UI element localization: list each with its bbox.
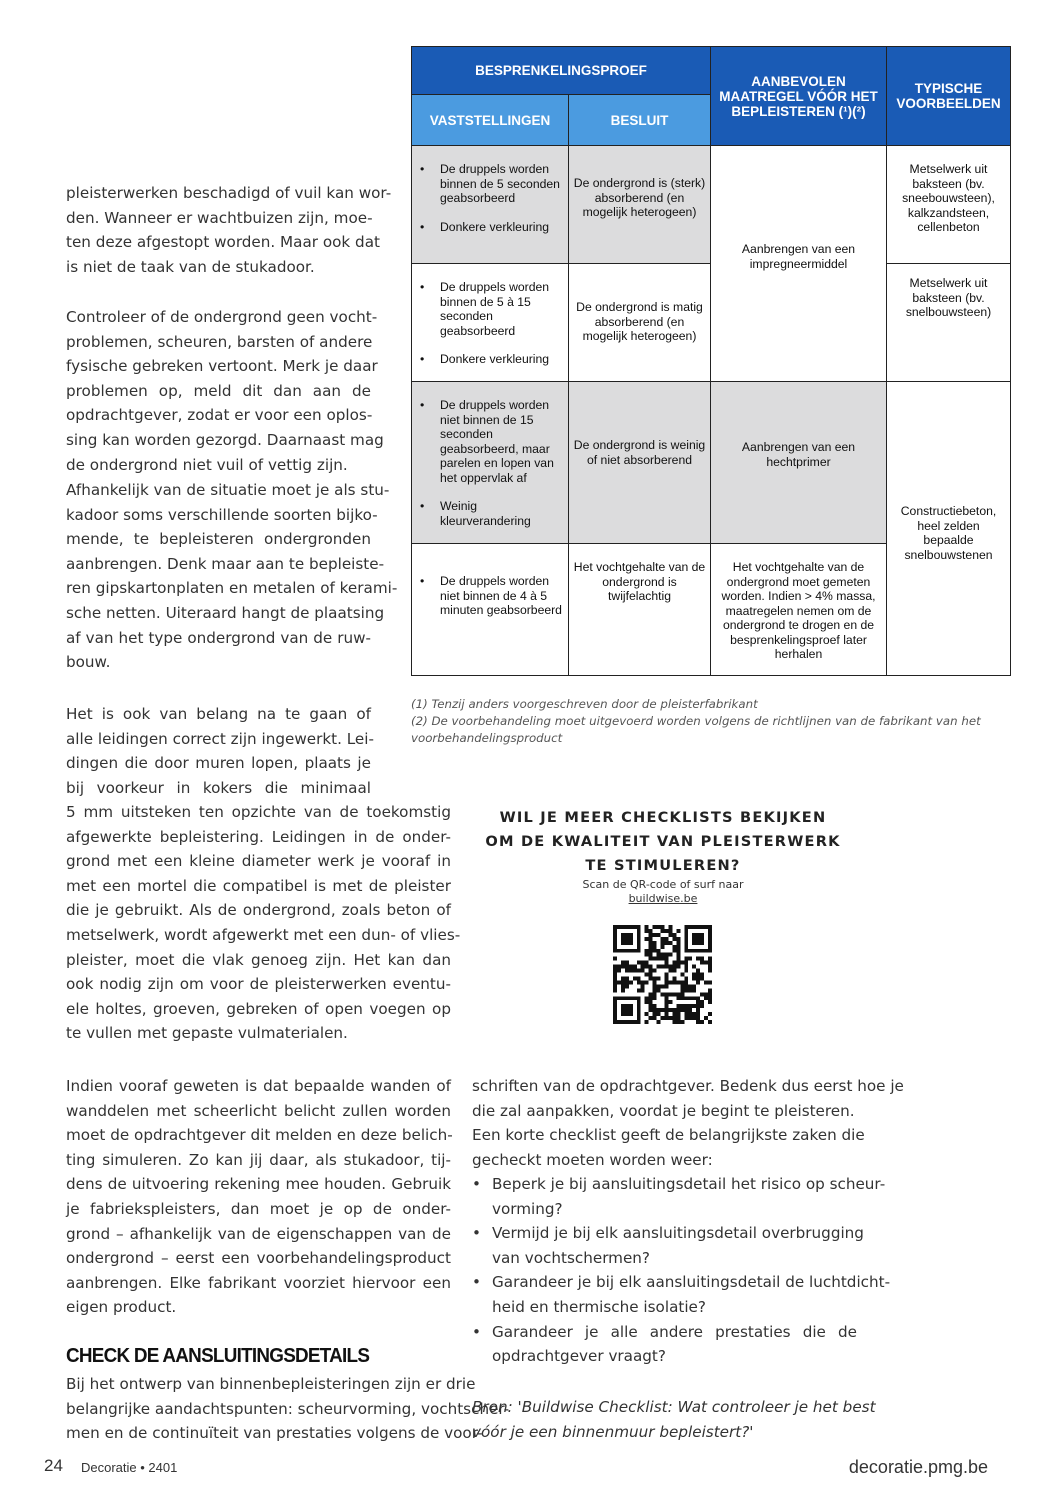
header-maatregel: AANBEVOLEN MAATREGEL VÓÓR HET BEPLEISTEREN (¹)(²) <box>711 46 887 146</box>
callout-title-line: TE STIMULEREN? <box>585 857 741 874</box>
qr-code-graphic <box>613 925 712 1024</box>
text-line: aanbrengen. Elke fabrikant voorziet hiervoor een <box>66 1273 451 1292</box>
checklist-item <box>472 1270 891 1319</box>
paragraph-afhankelijk <box>66 478 398 675</box>
text-line: pleisterwerken beschadigd of vuil kan wor- <box>66 184 392 202</box>
text-line: Controleer of de ondergrond geen vocht- <box>66 308 378 326</box>
checklist-item <box>472 1172 886 1221</box>
text-line: afgewerkte bepleistering. Leidingen in de onder- <box>66 827 451 846</box>
text-line: heid en thermische isolatie? <box>492 1297 706 1316</box>
paragraph-controleer-ondergrond <box>66 305 384 477</box>
text-line: problemen, scheuren, barsten of andere <box>66 332 373 351</box>
text-line: bouw. <box>66 653 111 672</box>
page-number: 24 <box>44 1456 63 1475</box>
text-line: • Vermijd je bij elk aansluitingsdetail overbrugging <box>492 1224 864 1243</box>
text-line: • Garandeer je bij elk aansluitingsdetail de luchtdicht- <box>492 1273 891 1292</box>
table-row-2-besluit: De ondergrond is matig absorberend (en mogelijk heterogeen) <box>569 264 711 382</box>
text-line: bij voorkeur in kokers die minimaal <box>66 778 371 797</box>
footnote-1: (1) Tenzij anders voorgeschreven door de pleisterfabrikant <box>411 697 758 711</box>
text-line: pleister, moet die vlak genoeg zijn. Het kan dan <box>66 950 451 969</box>
table-row-1-voorbeeld: Metselwerk uit baksteen (bv. sneebouwsteen), kalkzandsteen, cellenbeton <box>887 146 1011 264</box>
text-line: ele holtes, groeven, gebreken of open voegen op <box>66 999 451 1018</box>
header-vaststellingen: VASTSTELLINGEN <box>411 95 569 146</box>
table-row-1-vaststellingen <box>411 146 569 264</box>
text-line: is niet de taak van de stukadoor. <box>66 257 315 276</box>
observation-item: • Weinig kleurverandering <box>412 499 564 528</box>
text-line: Een korte checklist geeft de belangrijkste zaken die <box>472 1126 865 1144</box>
website-link[interactable]: decoratie.pmg.be <box>848 1457 988 1477</box>
paragraph-voorschriften <box>472 1074 904 1123</box>
text-line: ondergrond – eerst een voorbehandelingsproduct <box>66 1249 451 1268</box>
table-footnotes <box>411 696 1011 747</box>
checklist <box>472 1172 891 1369</box>
observation-item: • De druppels worden binnen de 5 seconden geabsorbeerd <box>412 162 564 206</box>
checklist-item <box>472 1221 864 1270</box>
observation-item: • Donkere verkleuring <box>412 352 564 367</box>
magazine-issue: Decoratie • 2401 <box>81 1460 178 1475</box>
table-row-2-vaststellingen <box>411 264 569 382</box>
header-voorbeelden: TYPISCHE VOORBEELDEN <box>887 46 1011 146</box>
maatregel-hechtprimer: Aanbrengen van een hechtprimer <box>711 382 887 544</box>
checklist-item <box>472 1320 857 1369</box>
text-line: ren gipskartonplaten en metalen of kerami- <box>66 579 398 598</box>
text-line: vóór je een binnenmuur bepleistert?' <box>472 1422 754 1441</box>
checklist-callout <box>470 806 856 906</box>
footnote-2: (2) De voorbehandeling moet uitgevoerd worden volgens de richtlijnen van de fabrikant van het <box>411 714 981 728</box>
text-line: den. Wanneer er wachtbuizen zijn, moe- <box>66 208 373 227</box>
paragraph-leidingen-continued <box>66 800 461 1046</box>
paragraph-scheerlicht <box>66 1074 451 1320</box>
text-line: die zal aanpakken, voordat je begint te pleisteren. <box>472 1101 855 1120</box>
text-line: ten deze afgestopt worden. Maar ook dat <box>66 233 380 252</box>
callout-scan-text: Scan de QR-code of surf naar <box>582 878 744 891</box>
text-line: te vullen met gepaste vulmaterialen. <box>66 1024 348 1043</box>
text-line: metselwerk, wordt afgewerkt met een dun- of vlies- <box>66 925 461 944</box>
header-besluit: BESLUIT <box>569 95 711 146</box>
table-row-2-voorbeeld: Metselwerk uit baksteen (bv. snelbouwsteen) <box>887 264 1011 382</box>
text-line: Afhankelijk van de situatie moet je als stu- <box>66 481 390 499</box>
text-line: je fabriekspleisters, dan moet je op de onder- <box>66 1199 451 1218</box>
source-citation <box>472 1395 876 1444</box>
text-line: Bij het ontwerp van binnenbepleisteringen zijn er drie <box>66 1375 476 1393</box>
text-line: alle leidingen correct zijn ingewerkt. Lei- <box>66 729 374 748</box>
section-heading: CHECK DE AANSLUITINGSDETAILS <box>66 1344 370 1367</box>
voorbeeld-constructiebeton: Constructiebeton, heel zelden bepaalde snelbouwstenen <box>887 382 1011 676</box>
text-line: de ondergrond niet vuil of vettig zijn. <box>66 455 348 474</box>
text-line: opdrachtgever vraagt? <box>492 1347 666 1366</box>
text-line: kadoor soms verschillende soorten bijko- <box>66 505 378 524</box>
absorption-test-table <box>411 46 1011 676</box>
table-row-4-vaststellingen <box>411 544 569 676</box>
text-line: die je gebruikt. Als de ondergrond, zoals beton of <box>66 901 451 920</box>
text-line: wanddelen met scheerlicht belicht zullen worden <box>66 1101 451 1120</box>
text-line: belangrijke aandachtspunten: scheurvorming, vochtscher- <box>66 1399 510 1418</box>
text-line: met een mortel die compatibel is met de pleister <box>66 876 451 895</box>
text-line: eigen product. <box>66 1298 177 1317</box>
text-line: dens de uitvoering rekening mee houden. Gebruik <box>66 1175 451 1194</box>
text-line: moet de opdrachtgever dit melden en deze belich- <box>66 1126 453 1145</box>
text-line: schriften van de opdrachtgever. Bedenk dus eerst hoe je <box>472 1077 904 1095</box>
footnote-2-continued: voorbehandelingsproduct <box>411 731 563 745</box>
maatregel-impregneermiddel: Aanbrengen van een impregneermiddel <box>711 146 887 382</box>
text-line: opdrachtgever, zodat er voor een oplos- <box>66 406 373 425</box>
text-line: • Garandeer je alle andere prestaties die de <box>492 1322 857 1341</box>
text-line: grond met een kleine diameter werk je vooraf in <box>66 852 451 871</box>
text-line: • Beperk je bij aansluitingsdetail het risico op scheur- <box>492 1175 886 1193</box>
text-line: fysische gebreken vertoont. Merk je daar <box>66 357 378 376</box>
callout-title-line: OM DE KWALITEIT VAN PLEISTERWERK <box>485 833 841 850</box>
table-row-3-vaststellingen <box>411 382 569 544</box>
qr-code-icon[interactable] <box>613 925 712 1024</box>
text-line: grond – afhankelijk van de eigenschappen van de <box>66 1224 451 1243</box>
paragraph-ontwerp <box>66 1372 510 1446</box>
text-line: vorming? <box>492 1199 563 1218</box>
text-line: sing kan worden gezorgd. Daarnaast mag <box>66 430 384 449</box>
text-line: ting simuleren. Zo kan jij daar, als stukadoor, tij- <box>66 1150 451 1169</box>
text-line: dingen die door muren lopen, plaats je <box>66 754 371 773</box>
table-row-4-besluit: Het vochtgehalte van de ondergrond is twijfelachtig <box>569 544 711 676</box>
table-row-4-maatregel: Het vochtgehalte van de ondergrond moet gemeten worden. Indien > 4% massa, maatregelen nemen om de ondergrond te drogen en de besprenkelingsproef later herhalen <box>711 544 887 676</box>
header-besprenkelingsproef: BESPRENKELINGSPROEF <box>411 46 711 95</box>
text-line: problemen op, meld dit dan aan de <box>66 381 371 400</box>
observation-item: • De druppels worden niet binnen de 4 à 5 minuten geabsorbeerd <box>412 574 564 618</box>
buildwise-link[interactable]: buildwise.be <box>628 892 698 905</box>
table-row-1-besluit: De ondergrond is (sterk) absorberend (en mogelijk heterogeen) <box>569 146 711 264</box>
text-line: men en de continuïteit van prestaties volgens de voor- <box>66 1424 483 1443</box>
callout-title-line: WIL JE MEER CHECKLISTS BEKIJKEN <box>499 809 827 826</box>
text-line: sche netten. Uiteraard hangt de plaatsing <box>66 603 385 622</box>
text-line: van vochtschermen? <box>492 1248 650 1267</box>
paragraph-leidingen <box>66 702 374 800</box>
text-line: Indien vooraf geweten is dat bepaalde wanden of <box>66 1077 451 1095</box>
text-line: Bron: 'Buildwise Checklist: Wat controleer je het best <box>472 1398 876 1416</box>
text-line: aanbrengen. Denk maar aan te bepleiste- <box>66 554 385 573</box>
observation-item: • De druppels worden niet binnen de 15 seconden geabsorbeerd, maar parelen en lopen van het oppervlak af <box>412 398 564 485</box>
paragraph-checklist-intro <box>472 1123 865 1172</box>
observation-item: • Donkere verkleuring <box>412 220 564 235</box>
text-line: ook nodig zijn om voor de pleisterwerken eventu- <box>66 975 451 994</box>
paragraph-wachtbuizen <box>66 181 392 279</box>
text-line: 5 mm uitsteken ten opzichte van de toekomstig <box>66 803 451 821</box>
text-line: af van het type ondergrond van de ruw- <box>66 628 371 647</box>
text-line: gecheckt moeten worden weer: <box>472 1150 713 1169</box>
table-row-3-besluit: De ondergrond is weinig of niet absorberend <box>569 382 711 544</box>
text-line: Het is ook van belang na te gaan of <box>66 705 371 723</box>
observation-item: • De druppels worden binnen de 5 à 15 seconden geabsorbeerd <box>412 280 564 338</box>
text-line: mende, te bepleisteren ondergronden <box>66 530 371 549</box>
